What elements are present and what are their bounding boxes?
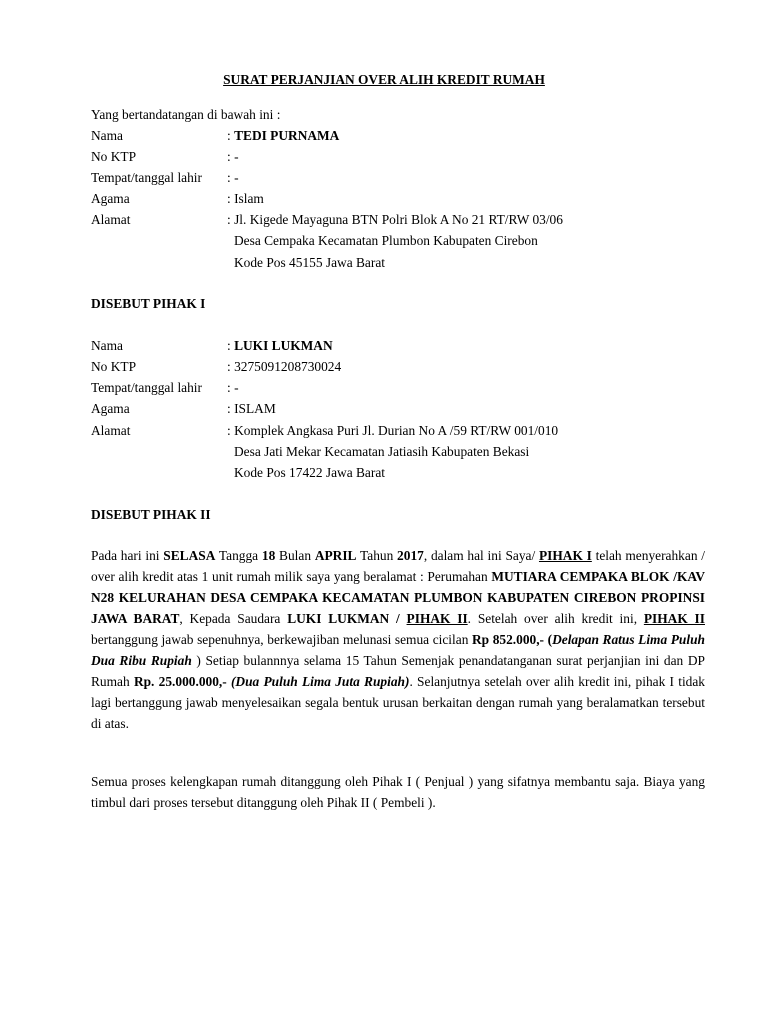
party1-birth-row: Tempat/tanggal lahir : - [91, 170, 239, 185]
buyer-name-ref: LUKI LUKMAN / [287, 611, 407, 626]
field-label: Agama [91, 401, 130, 416]
pihak-ii-ref: PIHAK II [643, 611, 705, 626]
field-label: Tempat/tanggal lahir [91, 380, 202, 395]
party1-address-row: Alamat : Jl. Kigede Mayaguna BTN Polri Blok A No 21 RT/RW 03/06 [91, 212, 563, 227]
field-label: Nama [91, 338, 123, 353]
party1-religion-row: Agama : Islam [91, 191, 264, 206]
party1-ktp-row: No KTP : - [91, 149, 239, 164]
field-label: No KTP [91, 359, 137, 374]
party2-address-line3: Kode Pos 17422 Jawa Barat [234, 465, 385, 480]
document-title: SURAT PERJANJIAN OVER ALIH KREDIT RUMAH [223, 72, 545, 87]
field-label: Agama [91, 191, 130, 206]
field-label: Tempat/tanggal lahir [91, 170, 202, 185]
field-label: Alamat [91, 212, 131, 227]
party1-name-row: Nama : TEDI PURNAMA [91, 128, 340, 143]
day-value: SELASA [163, 548, 216, 563]
party2-ktp-row: No KTP : 3275091208730024 [91, 359, 342, 374]
down-payment-words: (Dua Puluh Lima Juta Rupiah) [230, 674, 410, 689]
property-address: MUTIARA CEMPAKA BLOK /KAV N28 KELURAHAN DESA CEMPAKA KECAMATAN PLUMBON KABUPATEN CIREBON PROPINSI JAWA BARAT [91, 569, 705, 626]
field-label: Alamat [91, 423, 131, 438]
pihak-ii-ref: PIHAK II [406, 611, 468, 626]
field-label: Nama [91, 128, 123, 143]
party2-name: LUKI LUKMAN [234, 338, 333, 353]
party2-birth-row: Tempat/tanggal lahir : - [91, 380, 239, 395]
down-payment-amount: Rp. 25.000.000,- [133, 674, 231, 689]
pihak-i-ref: PIHAK I [538, 548, 592, 563]
party1-name: TEDI PURNAMA [234, 128, 340, 143]
party2-heading: DISEBUT PIHAK II [91, 507, 211, 522]
agreement-paragraph-2: Semua proses kelengkapan rumah ditanggung oleh Pihak I ( Penjual ) yang sifatnya membantu saja. Biaya yang timbul dari proses tersebut ditanggung oleh Pihak II ( Pembeli ). [91, 774, 705, 810]
field-label: No KTP [91, 149, 137, 164]
party1-address-line2: Desa Cempaka Kecamatan Plumbon Kabupaten Cirebon [234, 233, 538, 248]
installment-words: Delapan Ratus Lima Puluh Dua Ribu Rupiah [91, 632, 705, 668]
party2-name-row: Nama : LUKI LUKMAN [91, 338, 333, 353]
party2-religion-row: Agama : ISLAM [91, 401, 276, 416]
installment-amount: Rp 852.000,- ( [471, 632, 553, 647]
intro-text: Yang bertandatangan di bawah ini : [91, 107, 281, 122]
year-value: 2017 [397, 548, 424, 563]
party2-address-row: Alamat : Komplek Angkasa Puri Jl. Durian No A /59 RT/RW 001/010 [91, 423, 559, 438]
date-value: 18 [261, 548, 276, 563]
party2-address-line2: Desa Jati Mekar Kecamatan Jatiasih Kabupaten Bekasi [234, 444, 530, 459]
agreement-paragraph-1: Pada hari ini SELASA Tangga 18 Bulan APRIL Tahun 2017, dalam hal ini Saya/ PIHAK I telah menyerahkan / over alih kredit atas 1 unit rumah milik saya yang beralamat : Perumahan MUTIARA CEMPAKA BLOK /KAV N28 KELURAHAN DESA CEMPAKA KECAMATAN PLUMBON KABUPATEN CIREBON PROPINSI JAWA BARAT, Kepada Saudara LUKI LUKMAN / PIHAK II. Setelah over alih kredit ini, PIHAK II bertanggung jawab sepenuhnya, berkewajiban melunasi semua cicilan Rp 852.000,- (Delapan Ratus Lima Puluh Dua Ribu Rupiah ) Setiap bulannnya selama 15 Tahun Semenjak penandatanganan surat perjanjian ini dan DP Rumah Rp. 25.000.000,- (Dua Puluh Lima Juta Rupiah). Selanjutnya setelah over alih kredit ini, pihak I tidak lagi bertanggung jawab menyelesaikan segala bentuk urusan berkaitan dengan rumah yang beralamatkan tersebut di atas. [91, 548, 706, 731]
party1-heading: DISEBUT PIHAK I [91, 296, 206, 311]
party1-address-line3: Kode Pos 45155 Jawa Barat [234, 255, 385, 270]
month-value: APRIL [314, 548, 357, 563]
